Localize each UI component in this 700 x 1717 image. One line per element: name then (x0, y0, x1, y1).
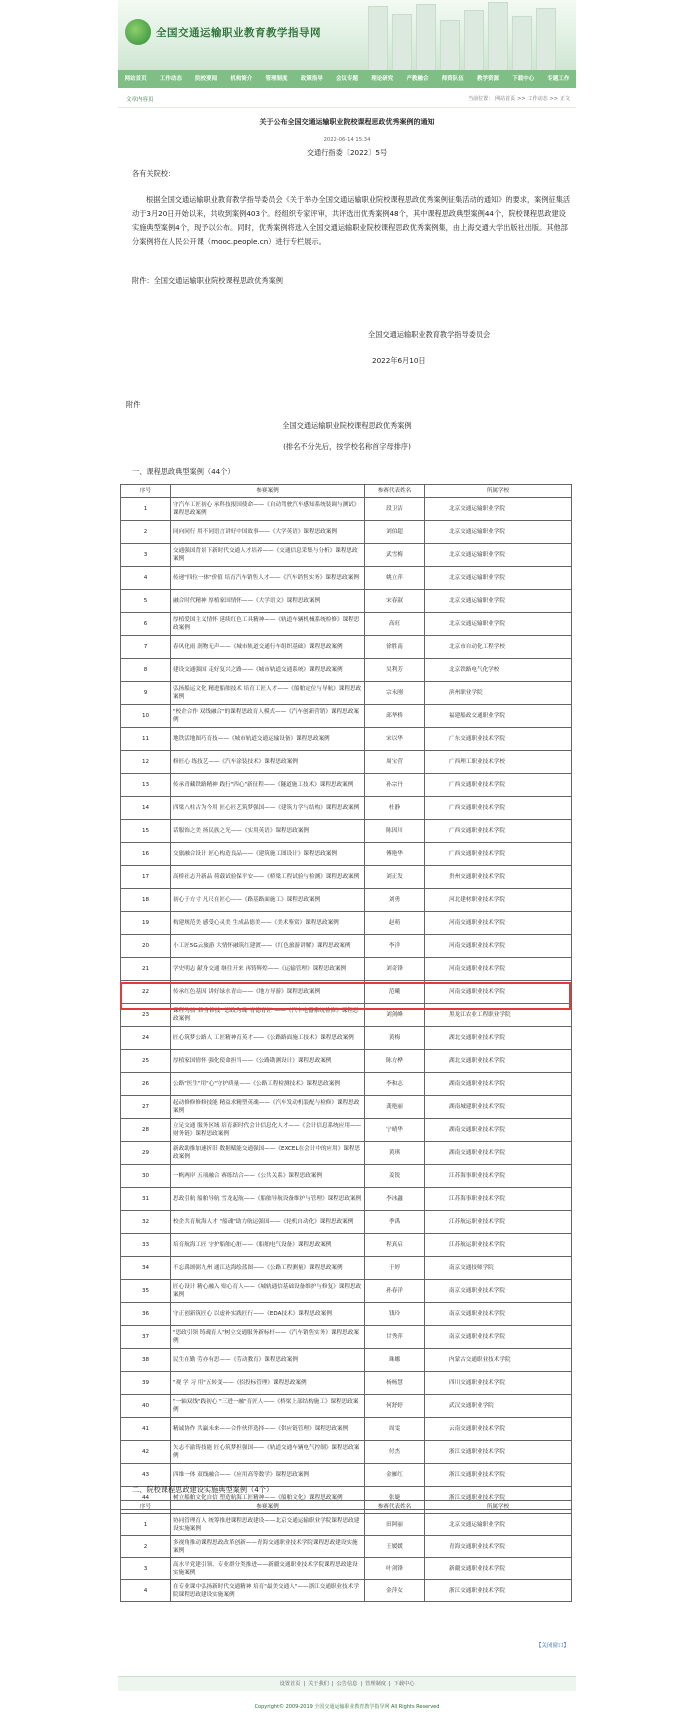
table-cell-row-name: 甘秀萍 (365, 1326, 425, 1349)
attachment-title: 全国交通运输职业院校课程思政优秀案例 (282, 421, 412, 430)
table-cell-row-index: 11 (121, 728, 171, 751)
table-cell-row-school: 河南交通职业技术学院 (425, 981, 572, 1004)
table-cell-row-case: 民生在勤 劳亦有思——《劳动教育》课程思政案例 (171, 1349, 365, 1372)
table-cell-row-school: 广西交通职业技术学院 (425, 774, 572, 797)
table-cell-row-index: 21 (121, 958, 171, 981)
table-cell-row-school: 北京交通运输职业学院 (425, 498, 572, 521)
table-cell-row-school: 南京交通职业技术学院 (425, 1280, 572, 1303)
table-cell-row-school: 武汉交通职业学院 (425, 1395, 572, 1418)
table-cell-row-school: 滨州职业学院 (425, 682, 572, 705)
table-cell-row-name: 宁晴华 (365, 1119, 425, 1142)
table-cell-row-name: 孙春洋 (365, 1280, 425, 1303)
table-cell-row-school: 广西交通职业技术学院 (425, 797, 572, 820)
table-row (121, 590, 572, 613)
attachment-note: (排名不分先后，按学校名称首字母排序) (283, 442, 411, 451)
table-cell-row-school: 内蒙古交通职业技术学院 (425, 1349, 572, 1372)
table-cell-row-school: 湖南交通职业技术学院 (425, 1142, 572, 1165)
table-cell-row-school: 湖南城建职业技术学院 (425, 1096, 572, 1119)
table-row (121, 1188, 572, 1211)
table-cell-row-school: 贵州交通职业技术学院 (425, 866, 572, 889)
table-cell-row-name: 陈方桦 (365, 1050, 425, 1073)
table-cell-row-school: 南京交通职业技术学院 (425, 1326, 572, 1349)
article-title: 关于公布全国交通运输职业院校课程思政优秀案例的通知 (259, 118, 435, 126)
table-cell-row-case: 构建规范美 感受心灵美 生成品德美——《美术鉴赏》课程思政案例 (171, 912, 365, 935)
table-cell-row-name: 邱华桥 (365, 705, 425, 728)
table-cell-row-index: 17 (121, 866, 171, 889)
table-cell-row-index: 12 (121, 751, 171, 774)
table-cell-row-index: 39 (121, 1372, 171, 1395)
table-header-row (121, 1501, 572, 1514)
table-cell-row-case: 小工匠5G云旅游 大情怀融筑红建渡——《红色旅游讲解》课程思政案例 (171, 935, 365, 958)
table-cell-row-name: 傅艳华 (365, 843, 425, 866)
table-row (121, 843, 572, 866)
table-cell-row-index: 43 (121, 1464, 171, 1487)
table-cell-row-name: 刘奇锋 (365, 958, 425, 981)
table-cell-row-school: 湖北交通职业技术学院 (425, 1027, 572, 1050)
table-cell-row-index: 19 (121, 912, 171, 935)
table-cell-row-case: 同向同行 用不同语言讲好中国故事——《大学英语》课程思政案例 (171, 521, 365, 544)
table-cell-row-case: 新政助推加速折旧 数据赋能交通强国——《EXCEL在会计中的应用》课程思政案例 (171, 1142, 365, 1165)
table-cell-row-index: 31 (121, 1188, 171, 1211)
table-cell-row-name: 段卫洁 (365, 498, 425, 521)
table-cell-row-name: 周宝营 (365, 751, 425, 774)
table-cell-row-index: 16 (121, 843, 171, 866)
table-cell-row-index: 5 (121, 590, 171, 613)
table-cell-row-index: 27 (121, 1096, 171, 1119)
footer-link-home[interactable]: 设置首页 (279, 1681, 301, 1687)
table-row (121, 567, 572, 590)
breadcrumb-current: 正文 (559, 96, 570, 102)
table-cell-row-case: 守汽车工匠初心 承科技报国使命——《自动驾驶汽车感知系统装调与测试》课程思政案例 (171, 498, 365, 521)
table-cell-row-name: 田阿丽 (365, 1514, 425, 1536)
table-cell-row-name: 范曦 (365, 981, 425, 1004)
table-cell-row-index: 36 (121, 1303, 171, 1326)
table-cell-row-case: 传承青藏铁路精神 践行"四心"新征程——《隧道施工技术》课程思政案例 (171, 774, 365, 797)
main-nav (118, 70, 576, 88)
table-cell-row-name: 黄梅 (365, 1027, 425, 1050)
table-cell-row-school: 浙江交通职业技术学院 (425, 1441, 572, 1464)
table-cell-row-school: 南京交通技师学院 (425, 1257, 572, 1280)
nav-item-about[interactable]: 机构简介 (230, 76, 253, 82)
table-cell-row-school: 湖南交通职业技术学院 (425, 1073, 572, 1096)
table-cell-row-case: 弘扬船运文化 精进船舶技术 培育工匠人才——《船舶定位与导航》课程思政案例 (171, 682, 365, 705)
table-cell-row-name: 李和志 (365, 1073, 425, 1096)
table-row (121, 1234, 572, 1257)
table-cell-row-school: 浙江交通职业技术学院 (425, 1580, 572, 1602)
table-cell-row-index: 38 (121, 1349, 171, 1372)
table-cell-row-case: 不忘禹颂弼九州 通江达海绘蓝图——《公路工程测量》课程思政案例 (171, 1257, 365, 1280)
breadcrumb-prefix: 当前位置： (468, 96, 494, 102)
table-cell-row-name: 吴利芳 (365, 659, 425, 682)
table-cell-row-case: 立足交通 服务区域 培育新时代会计信息化人才——《会计信息系统应用——财务链》课程思政案例 (171, 1119, 365, 1142)
table-row (121, 958, 572, 981)
nav-item-industry[interactable]: 产教融合 (406, 76, 429, 82)
breadcrumb-bar (118, 91, 576, 108)
table-cell-row-index: 9 (121, 682, 171, 705)
table-row (121, 1119, 572, 1142)
table-row (121, 935, 572, 958)
table-cell-row-case: 匠心设计 精心融入 贴心育人——《城轨通信基础设备维护与修复》课程思政案例 (171, 1280, 365, 1303)
signature: 全国交通运输职业教育教学指导委员会 (368, 330, 491, 339)
table-row (121, 521, 572, 544)
page (118, 0, 576, 1717)
table-cell-row-index: 3 (121, 544, 171, 567)
table-cell-row-name: 李洋 (365, 935, 425, 958)
table-cell-row-case: 交旅融合设计 匠心构造良品——《建筑施工图设计》课程思政案例 (171, 843, 365, 866)
table-cell-row-index: 7 (121, 636, 171, 659)
table-row (121, 682, 572, 705)
nav-item-teachers[interactable]: 师资队伍 (441, 76, 464, 82)
table-cell-row-case: 校企共育航海人才 "船魂"助力航运强国——《轮机自动化》课程思政案例 (171, 1211, 365, 1234)
table-cell-row-school: 福建船政交通职业学院 (425, 705, 572, 728)
table-row (121, 1441, 572, 1464)
table-cell-row-name: 刘勇 (365, 889, 425, 912)
nav-item-policy[interactable]: 政策指导 (300, 76, 323, 82)
table-row (121, 912, 572, 935)
table-cell-row-school: 河南交通职业技术学院 (425, 958, 572, 981)
table-row (121, 1326, 572, 1349)
table-cell-row-name: 于婷 (365, 1257, 425, 1280)
table-cell-row-case: 传递"四位一体"价值 培育汽车销售人才——《汽车销售实务》课程思政案例 (171, 567, 365, 590)
table-row (121, 1418, 572, 1441)
table-cell-row-school: 浙江交通职业技术学院 (425, 1464, 572, 1487)
table-cell-row-index: 40 (121, 1395, 171, 1418)
table-cell-row-name: 钱玲 (365, 1303, 425, 1326)
signature-date: 2022年6月10日 (372, 356, 426, 365)
table-cell-row-school: 湖北交通职业技术学院 (425, 1050, 572, 1073)
table-cell-row-case: 学史明志 献身交通 继往开来 再铸辉煌——《运输管理》课程思政案例 (171, 958, 365, 981)
table-cell-row-name: 杜静 (365, 797, 425, 820)
table-cell-row-name: 付杰 (365, 1441, 425, 1464)
table-cell-row-index: 35 (121, 1280, 171, 1303)
table-cell-row-name: 王媛媛 (365, 1536, 425, 1558)
table-cell-row-name: 刘伯超 (365, 521, 425, 544)
table-cell-row-name: 珠娜 (365, 1349, 425, 1372)
table-cell-row-case: 思政引航 船舶导航 雪龙起航——《船舶导航设备维护与管理》课程思政案例 (171, 1188, 365, 1211)
table-cell-row-case: 地铁活地图巧育技——《城市轨道交通运输设备》课程思政案例 (171, 728, 365, 751)
nav-item-research[interactable]: 理论研究 (371, 76, 394, 82)
table-row (121, 1372, 572, 1395)
table-cell-row-case: "观 学 习 用"五转变——《招投标管理》课程思政案例 (171, 1372, 365, 1395)
table-cell-row-index: 32 (121, 1211, 171, 1234)
table-cell-row-index: 42 (121, 1441, 171, 1464)
table-cell-row-case: 修匠心 练技艺——《汽车涂装技术》课程思政案例 (171, 751, 365, 774)
table-cell-row-index: 41 (121, 1418, 171, 1441)
table-cell-row-case: 四维一体 双线融合——《应用高等数学》课程思政案例 (171, 1464, 365, 1487)
table-cell-row-index: 15 (121, 820, 171, 843)
attachment-line: 附件：全国交通运输职业院校课程思政优秀案例 (132, 276, 283, 285)
table-cell-row-case: 高水平党建引领、专业群分类推进——新疆交通职业技术学院课程思政建设实施案例 (171, 1558, 365, 1580)
table-header-index: 序号 (121, 485, 171, 498)
site-banner (118, 0, 576, 70)
nav-item-downloads[interactable]: 下载中心 (512, 76, 535, 82)
table-row (121, 1165, 572, 1188)
table-cell-row-school: 广西交通职业技术学院 (425, 843, 572, 866)
table-cell-row-case: 交通强国背景下新时代交通人才培养——《交通信息采集与分析》课程思政案例 (171, 544, 365, 567)
table-cell-row-school: 南京交通职业技术学院 (425, 1303, 572, 1326)
table-cell-row-school: 北京交通运输职业学院 (425, 590, 572, 613)
table-cell-row-index: 14 (121, 797, 171, 820)
table-row (121, 1142, 572, 1165)
table-cell-row-name: 杨杨慧 (365, 1372, 425, 1395)
table-row (121, 1464, 572, 1487)
table-cell-row-index: 3 (121, 1558, 171, 1580)
table-cell-row-case: "思政引领 铸魂育人"树立交通服务新标杆——《汽车销售实务》课程思政案例 (171, 1326, 365, 1349)
table-cell-row-name: 陈因川 (365, 820, 425, 843)
site-title: 全国交通运输职业教育教学指导网 (156, 27, 321, 39)
table-row (121, 1558, 572, 1580)
table-cell-row-school: 江苏航运职业技术学院 (425, 1234, 572, 1257)
table-cell-row-case: 匠心筑梦公路人 工匠精神育英才——《公路路面施工技术》课程思政案例 (171, 1027, 365, 1050)
attachment-label: 附件 (126, 400, 141, 409)
table-header-index: 序号 (121, 1501, 171, 1514)
table-cell-row-index: 28 (121, 1119, 171, 1142)
table-cell-row-school: 云南交通职业技术学院 (425, 1418, 572, 1441)
table-row (121, 1096, 572, 1119)
table-cell-row-school: 广西理工职业技术学校 (425, 751, 572, 774)
table-cell-row-index: 4 (121, 567, 171, 590)
footer-link-about[interactable]: 关于我们 (308, 1681, 329, 1687)
nav-item-school-news[interactable]: 院校要闻 (195, 76, 218, 82)
table-cell-row-index: 29 (121, 1142, 171, 1165)
table-row (121, 659, 572, 682)
table-cell-row-case: 多视角推动课程思政改革创新——青海交通职业技术学院课程思政建设实施案例 (171, 1536, 365, 1558)
table-cell-row-case: 厚植爱国主义情怀 延续红色工具精神——《轨道车辆机械系统检修》课程思政案例 (171, 613, 365, 636)
table-row (121, 889, 572, 912)
table-cell-row-school: 黑龙江农业工程职业学院 (425, 1004, 572, 1027)
close-window-link[interactable]: 【关闭窗口】 (536, 1643, 570, 1649)
breadcrumb-separator: >> (517, 96, 526, 102)
table-cell-row-school: 北京交通运输职业学院 (425, 521, 572, 544)
table-cell-row-index: 6 (121, 613, 171, 636)
table-cell-row-case: 守正创新筑匠心 以虚补实践匠行——《EDA技术》课程思政案例 (171, 1303, 365, 1326)
table-cell-row-index: 1 (121, 498, 171, 521)
table-cell-row-name: 徐胜南 (365, 636, 425, 659)
table-cell-row-name: 李冰蠡 (365, 1188, 425, 1211)
nav-item-work-news[interactable]: 工作动态 (159, 76, 182, 82)
table-cell-row-case: 树立船舶文化自信 塑造航海工匠精神——《船舶文化》课程思政案例 (171, 1487, 365, 1510)
table-header-row (121, 485, 572, 498)
table-cell-row-index: 34 (121, 1257, 171, 1280)
table-cell-row-case: 初心于方寸 凡尺在匠心——《路基路面施工》课程思政案例 (171, 889, 365, 912)
table-cell-row-index: 30 (121, 1165, 171, 1188)
table-cell-row-case: 在专业课中弘扬新时代交通精神 培育"最美交通人"——浙江交通职业技术学院课程思政建设实施案例 (171, 1580, 365, 1602)
table-cell-row-case: 培育航海工匠 守护船舶心脏——《船舶电气设备》课程思政案例 (171, 1234, 365, 1257)
table-cell-row-school: 新疆交通职业技术学院 (425, 1558, 572, 1580)
table-cell-row-school: 四川交通职业技术学院 (425, 1372, 572, 1395)
table-row (121, 1395, 572, 1418)
table-row (121, 1027, 572, 1050)
section-heading-2: 二、院校课程思政建设实施典型案例（4个） (132, 1485, 274, 1494)
table-cell-row-index: 26 (121, 1073, 171, 1096)
table-cell-row-school: 北京市自动化工程学校 (425, 636, 572, 659)
table-cell-row-name: 金雁红 (365, 1464, 425, 1487)
table-cell-row-index: 8 (121, 659, 171, 682)
table-cell-row-school: 河南交通职业技术学院 (425, 912, 572, 935)
table-row (121, 1349, 572, 1372)
table-cell-row-name: 刘剑峰 (365, 1004, 425, 1027)
table-row (121, 1257, 572, 1280)
table-header-name: 参赛代表姓名 (365, 485, 425, 498)
table-cell-row-index: 4 (121, 1580, 171, 1602)
table-cell-row-case: 春风化雨 润物无声——《城市轨道交通行车组织基础》课程思政案例 (171, 636, 365, 659)
nav-item-home[interactable]: 网站首页 (124, 76, 147, 82)
table-cell-row-name: 孙宗丹 (365, 774, 425, 797)
copyright: Copyright© 2009-2019 全国交通运输职业教育教学指导网 All Rights Reserved (254, 1704, 440, 1710)
table-cell-row-index: 10 (121, 705, 171, 728)
nav-item-resources[interactable]: 教学资源 (476, 76, 499, 82)
table-cell-row-index: 44 (121, 1487, 171, 1510)
page-type-label: 文章内容页 (126, 97, 154, 103)
table-cell-row-case: 融合时代精神 厚植家国情怀——《大学语文》课程思政案例 (171, 590, 365, 613)
table-cell-row-school: 广东交通职业技术学院 (425, 728, 572, 751)
table-cell-row-name: 金萍女 (365, 1580, 425, 1602)
document-number: 交通行指委〔2022〕5号 (306, 148, 388, 157)
table-header-case: 参赛案例 (171, 485, 365, 498)
table-header-name: 参赛代表姓名 (365, 1501, 425, 1514)
table-cell-row-name: 姜锐 (365, 1165, 425, 1188)
table-cell-row-name: 刘正发 (365, 866, 425, 889)
article-body: 根据全国交通运输职业教育教学指导委员会《关于举办全国交通运输职业院校课程思政优秀案例征集活动的通知》的要求，案例征集活动于3月20日开始以来，共收到案例403个。经组织专家评审，共评选出优秀案例48个，其中课程思政典型案例44个，院校课程思政建设实施典型案例4个，现予以公布。同时，优秀案例将选入全国交通运输职业院校课程思政优秀案例集，由上海交通大学出版社出版。其他部分案例将在人民公开课（mooc.people.cn）进行专栏展示。 (132, 195, 571, 246)
table-cell-row-case: 公路"医生"用"心"守护质量——《公路工程检测技术》课程思政案例 (171, 1073, 365, 1096)
table-row (121, 1303, 572, 1326)
table-cell-row-case: 协同管理育人 统筹推进课程思政建设——北京交通运输职业学院课程思政建设实施案例 (171, 1514, 365, 1536)
table-cell-row-name: 姚立萍 (365, 567, 425, 590)
table-row (121, 1050, 572, 1073)
site-logo-icon (125, 19, 151, 45)
table-row (121, 1280, 572, 1303)
footer-nav: 设置首页 | 关于我们 | 公告信息 | 管理制度 | 下载中心 (118, 1676, 576, 1691)
table-header-case: 参赛案例 (171, 1501, 365, 1514)
table-cell-row-case: 高桥社志升新品 荷载试验保平安——《桥梁工程试验与检测》课程思政案例 (171, 866, 365, 889)
table-row (121, 774, 572, 797)
table-cell-row-case: 矢志不渝铸技能 匠心筑梦担强国——《轨道交通车辆电气控制》课程思政案例 (171, 1441, 365, 1464)
table-cell-row-index: 23 (121, 1004, 171, 1027)
table-header-school: 所属学校 (425, 485, 572, 498)
table-row (121, 728, 572, 751)
article-date: 2022-06-14 15:34 (323, 137, 371, 143)
table-cell-row-index: 18 (121, 889, 171, 912)
table-row (121, 1514, 572, 1536)
table-cell-row-index: 2 (121, 521, 171, 544)
table-row (121, 636, 572, 659)
table-header-school: 所属学校 (425, 1501, 572, 1514)
nav-item-meetings[interactable]: 会议专题 (336, 76, 359, 82)
table-cell-row-case: 传承红色基因 讲好绿水青山——《地方导游》课程思政案例 (171, 981, 365, 1004)
table-cell-row-school: 河南交通职业技术学院 (425, 935, 572, 958)
table-cell-row-case: 精诚协作 共赢未来——合作伙伴选择——《供应链管理》课程思政案例 (171, 1418, 365, 1441)
table-cell-row-name: 高旺 (365, 613, 425, 636)
table-cell-row-index: 37 (121, 1326, 171, 1349)
table-cell-row-name: 龚艳丽 (365, 1096, 425, 1119)
table-row (121, 705, 572, 728)
breadcrumb-category-link[interactable]: 工作动态 (527, 96, 548, 102)
section-heading-1: 一、课程思政典型案例（44个） (132, 467, 235, 476)
breadcrumb-separator: >> (549, 96, 558, 102)
table-cell-row-case: 建设交通强国 走好复兴之路——《城市轨道交通系统》课程思政案例 (171, 659, 365, 682)
table-cell-row-school: 广西交通职业技术学院 (425, 820, 572, 843)
table-cell-row-name: 何舒婷 (365, 1395, 425, 1418)
table-cell-row-school: 北京交通运输职业学院 (425, 544, 572, 567)
table-cell-row-name: 程真启 (365, 1234, 425, 1257)
table-row (121, 1536, 572, 1558)
table-cell-row-school: 浙江交通职业技术学院 (425, 1487, 572, 1510)
table-cell-row-name: 季禹 (365, 1211, 425, 1234)
table-cell-row-index: 24 (121, 1027, 171, 1050)
table-cell-row-school: 北京交通运输职业学院 (425, 1514, 572, 1536)
table-cell-row-school: 江苏海事职业技术学院 (425, 1165, 572, 1188)
table-cell-row-case: 起动修修修修技能 精益求精塑英魂——《汽车发动机装配与检修》课程思政案例 (171, 1096, 365, 1119)
table-cell-row-school: 北京交通运输职业学院 (425, 567, 572, 590)
table-cell-row-school: 江苏航运职业技术学院 (425, 1211, 572, 1234)
table-cell-row-name: 张婕 (365, 1487, 425, 1510)
table-row (121, 1073, 572, 1096)
table-row (121, 1211, 572, 1234)
footer-link-rules[interactable]: 管理制度 (365, 1681, 386, 1687)
table-cell-row-case: 课程为核"修身修技" 思政为魂"育德育匠"——《汽车电器系统检修》课程思政案例 (171, 1004, 365, 1027)
nav-item-special[interactable]: 专题工作 (547, 76, 570, 82)
breadcrumb-home-link[interactable]: 网站首页 (495, 96, 516, 102)
table-cell-row-index: 20 (121, 935, 171, 958)
table-cell-row-school: 青海交通职业技术学院 (425, 1536, 572, 1558)
salutation: 各有关院校： (132, 169, 176, 178)
table-cell-row-school: 河北建材职业技术学院 (425, 889, 572, 912)
footer-link-downloads[interactable]: 下载中心 (393, 1681, 415, 1687)
table-row (121, 498, 572, 521)
table-cell-row-index: 33 (121, 1234, 171, 1257)
highlight-box (120, 982, 571, 1010)
table-cell-row-case: 一帆两岸 五项融合 赛练结合——《公共关系》课程思政案例 (171, 1165, 365, 1188)
table-cell-row-index: 13 (121, 774, 171, 797)
table-cell-row-school: 江苏海事职业技术学院 (425, 1188, 572, 1211)
table-cell-row-school: 北京交通运输职业学院 (425, 613, 572, 636)
table-cell-row-name: 宋以华 (365, 728, 425, 751)
table-row (121, 820, 572, 843)
table-cell-row-case: "校企合作 双线融合"的课程思政育人模式——《汽车创新营销》课程思政案例 (171, 705, 365, 728)
table-cell-row-case: "一轴双线"践初心 "三进一融"育匠人——《桥梁上部结构施工》课程思政案例 (171, 1395, 365, 1418)
school-cases-table (120, 1500, 572, 1602)
table-row (121, 797, 572, 820)
table-cell-row-school: 北京铁路电气化学校 (425, 659, 572, 682)
table-row (121, 751, 572, 774)
table-cell-row-name: 叶剑锋 (365, 1558, 425, 1580)
table-cell-row-case: 话服饰之美 扬民族之光——《实用英语》课程思政案例 (171, 820, 365, 843)
table-cell-row-case: 四梁八柱古为今用 匠心匠艺筑梦强国——《建筑力学与结构》课程思政案例 (171, 797, 365, 820)
table-cell-row-index: 2 (121, 1536, 171, 1558)
table-row (121, 544, 572, 567)
footer-link-notices[interactable]: 公告信息 (336, 1681, 358, 1687)
table-cell-row-name: 武雪梅 (365, 544, 425, 567)
table-row (121, 866, 572, 889)
table-cell-row-index: 1 (121, 1514, 171, 1536)
table-cell-row-name: 赵萌 (365, 912, 425, 935)
table-cell-row-index: 22 (121, 981, 171, 1004)
table-cell-row-name: 黄琪 (365, 1142, 425, 1165)
nav-item-rules[interactable]: 管理制度 (265, 76, 288, 82)
breadcrumb (466, 95, 570, 102)
table-cell-row-name: 宋春淑 (365, 590, 425, 613)
table-cell-row-index: 25 (121, 1050, 171, 1073)
table-cell-row-case: 厚植家国情怀 强化使命担当——《公路勘测设计》课程思政案例 (171, 1050, 365, 1073)
table-cell-row-name: 宗永刚 (365, 682, 425, 705)
table-cell-row-school: 湖南交通职业技术学院 (425, 1119, 572, 1142)
table-cell-row-name: 周雯 (365, 1418, 425, 1441)
table-row (121, 613, 572, 636)
table-row (121, 1580, 572, 1602)
